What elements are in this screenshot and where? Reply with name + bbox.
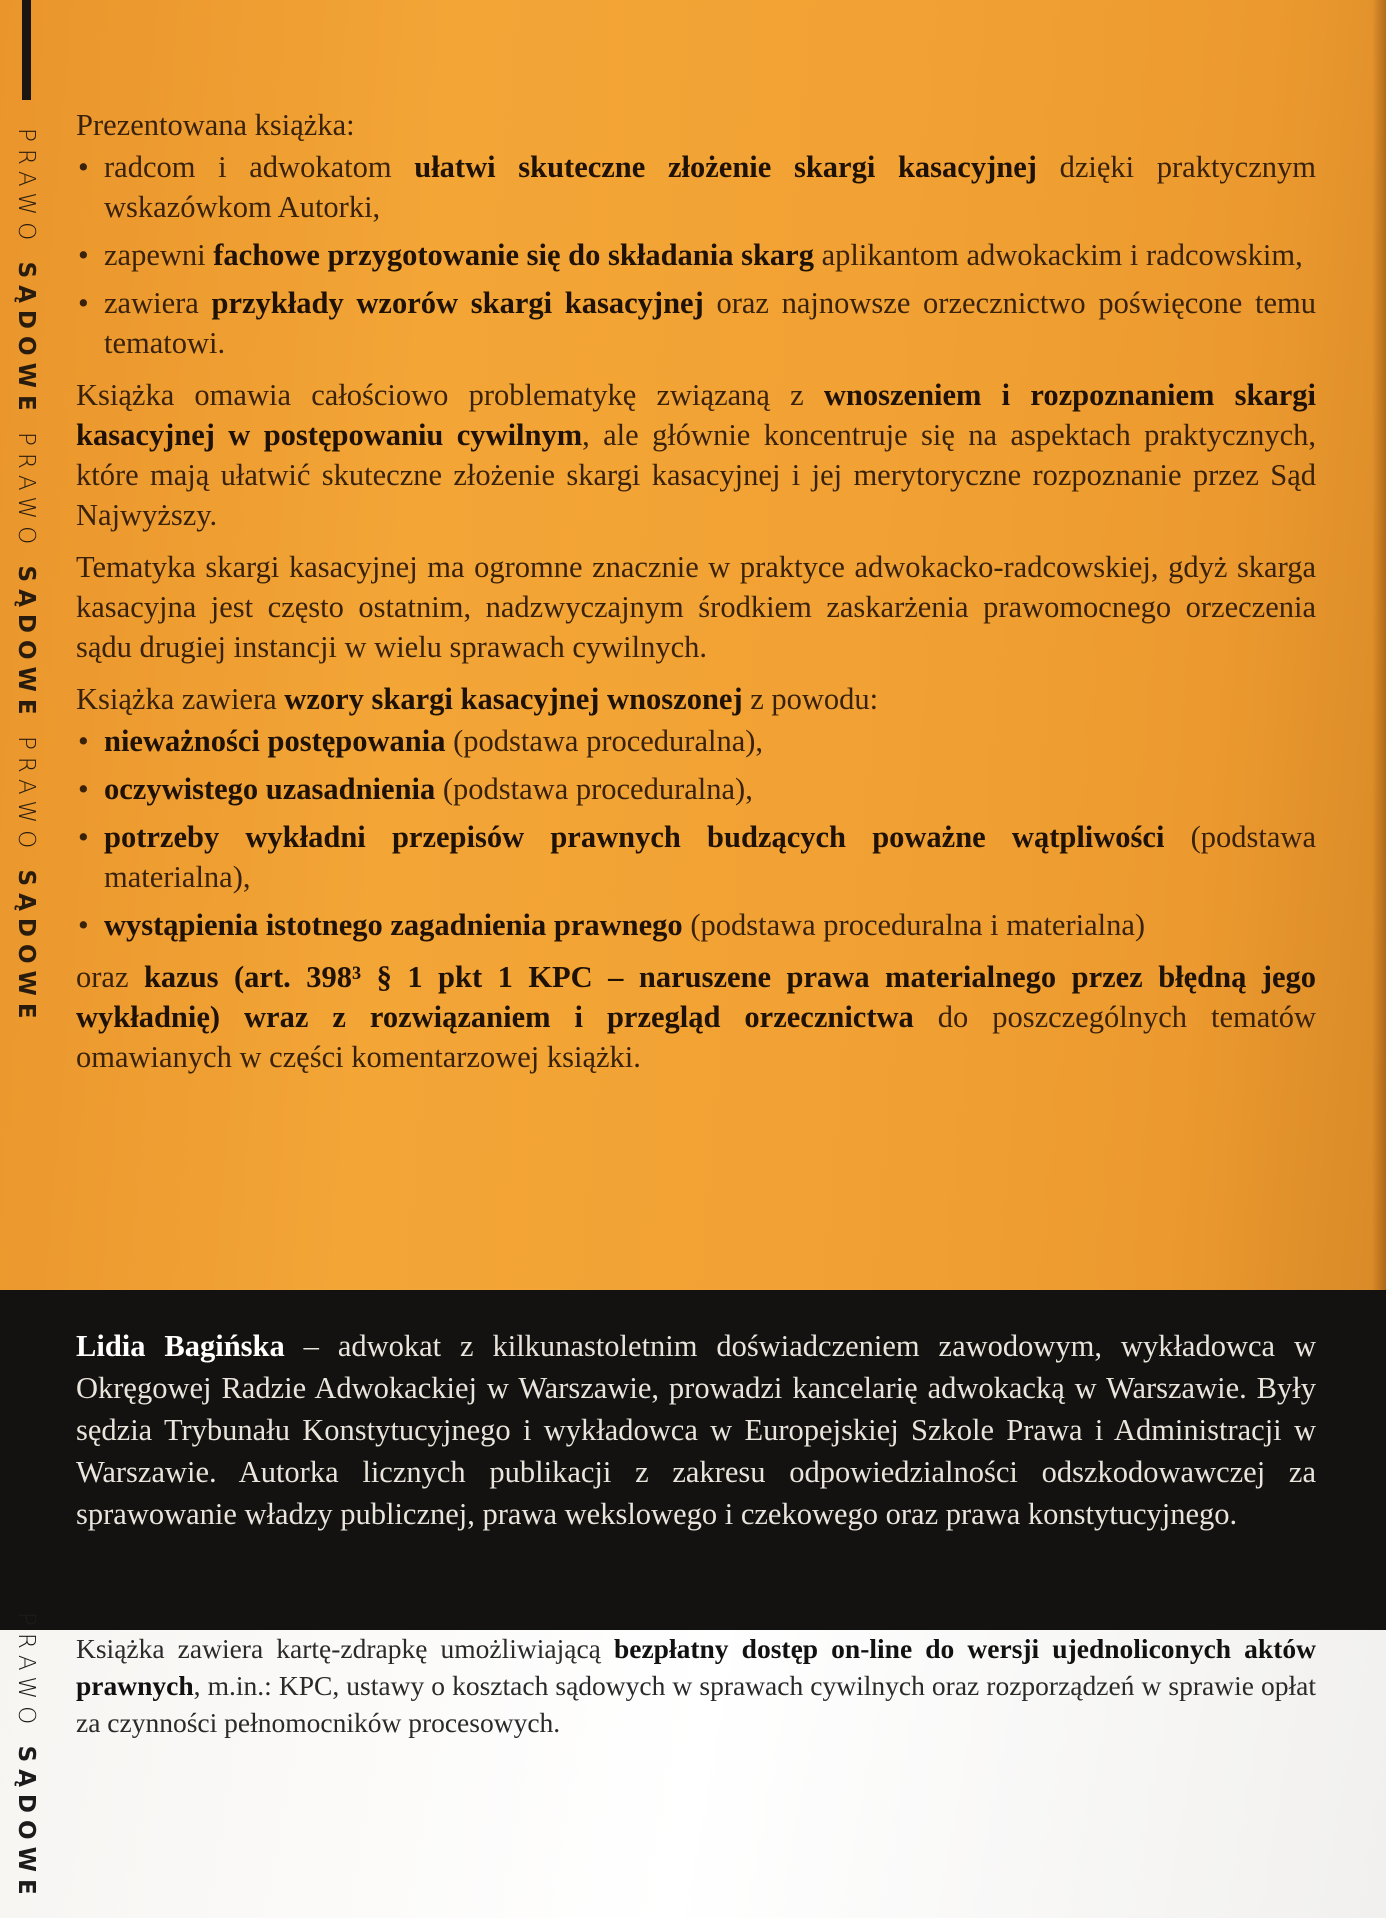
templates-intro: Książka zawiera wzory skargi kasacyjnej wnoszonej z powodu:	[76, 682, 879, 716]
author-bio-text: – adwokat z kilkunastoletnim doświadczeniem zawodowym, wykładowca w Okręgowej Radzie Adwokackiej w Warszawie, prowadzi kancelarię adwokacką w Warszawie. Były sędzia Trybunału Konstytucyjnego i wykładowca w Europejskiej Szkole Prawa i Administracji w Warszawie. Autorka licznych publikacji z zakresu odpowiedzialności odszkodowawczej za sprawowanie władzy publicznej, prawa wekslowego i czekowego oraz prawa konstytucyjnego.	[76, 1329, 1316, 1531]
scratch-card-note: Książka zawiera kartę-zdrapkę umożliwiającą bezpłatny dostęp on-line do wersji ujednoliconych aktów prawnych, m.in.: KPC, ustawy o kosztach sądowych w sprawach cywilnych oraz rozporządzeń w sprawie opłat za czynności pełnomocników procesowych.	[76, 1633, 1316, 1738]
spine-series-label-top	[6, 128, 46, 1258]
list-item: • potrzeby wykładni przepisów prawnych budzących poważne wątpliwości (podstawa materialna),	[76, 817, 1316, 897]
importance-paragraph: Tematyka skargi kasacyjnej ma ogromne znacznie w praktyce adwokacko-radcowskiej, gdyż skarga kasacyjna jest często ostatnim, nadzwyczajnym środkiem zaskarżenia prawomocnego orzeczenia sądu drugiej instancji w wielu sprawach cywilnych.	[76, 550, 1316, 664]
spine-word-light: PRAWO	[13, 431, 39, 552]
spine-word-bold: SĄDOWE	[13, 869, 39, 1026]
spine-accent-bar	[22, 0, 31, 100]
list-item: • nieważności postępowania (podstawa proceduralna),	[76, 721, 1316, 761]
list-item: • oczywistego uzasadnienia (podstawa proceduralna),	[76, 769, 1316, 809]
list-item: • wystąpienia istotnego zagadnienia prawnego (podstawa proceduralna i materialna)	[76, 905, 1316, 945]
spine-word-bold: SĄDOWE	[13, 261, 39, 418]
benefits-list	[76, 147, 1316, 363]
spine-word-bold: SĄDOWE	[13, 565, 39, 722]
list-item: • zapewni fachowe przygotowanie się do składania skarg aplikantom adwokackim i radcowskim,	[76, 235, 1316, 275]
grounds-list	[76, 721, 1316, 945]
spine-series-label-bottom	[6, 1612, 46, 1918]
scope-paragraph: Książka omawia całościowo problematykę związaną z wnoszeniem i rozpoznaniem skargi kasacyjnej w postępowaniu cywilnym, ale głównie koncentruje się na aspektach praktycznych, które mają ułatwić skuteczne złożenie skargi kasacyjnej i jej merytoryczne rozpoznanie przez Sąd Najwyższy.	[76, 378, 1317, 532]
cover-edge-shadow	[1372, 0, 1386, 1290]
spine-word-light: PRAWO	[13, 735, 39, 856]
author-name: Lidia Bagińska	[76, 1329, 285, 1363]
list-item: • zawiera przykłady wzorów skargi kasacyjnej oraz najnowsze orzecznictwo poświęcone temu tematowi.	[76, 283, 1316, 363]
spine-word-light: PRAWO	[13, 128, 39, 248]
spine-word-bold: SĄDOWE	[13, 1745, 39, 1902]
case-paragraph: oraz kazus (art. 398³ § 1 pkt 1 KPC – naruszene prawa materialnego przez błędną jego wykładnię) wraz z rozwiązaniem i przegląd orzecznictwa do poszczególnych tematów omawianych w części komentarzowej książki.	[76, 960, 1317, 1074]
intro-line: Prezentowana książka:	[76, 108, 355, 142]
book-description	[76, 105, 1316, 1089]
author-bio	[76, 1325, 1316, 1535]
spine-word-light: PRAWO	[13, 1612, 39, 1732]
list-item: • radcom i adwokatom ułatwi skuteczne złożenie skargi kasacyjnej dzięki praktycznym wskazówkom Autorki,	[76, 147, 1316, 227]
